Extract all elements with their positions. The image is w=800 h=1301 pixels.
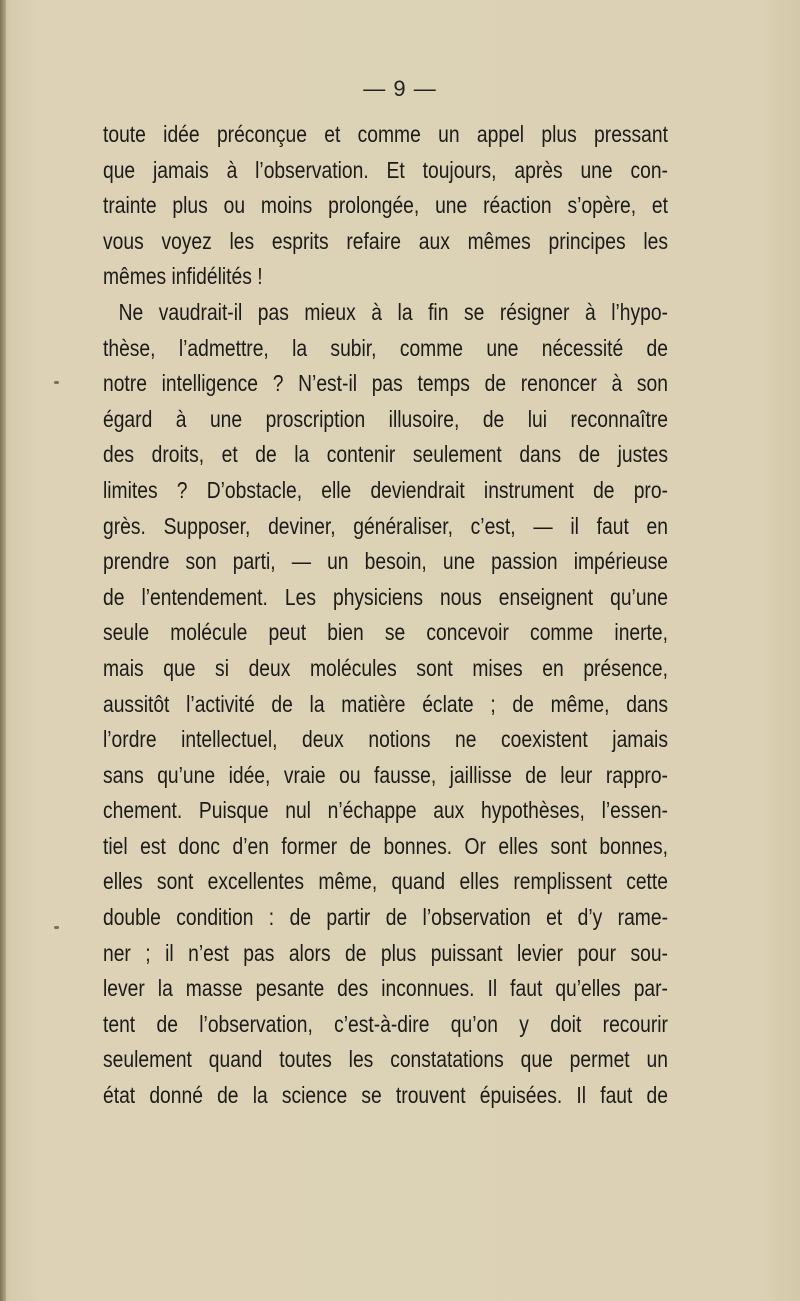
text-line: thèse, l’admettre, la subir, comme une nécessité de (103, 334, 668, 361)
text-line: tiel est donc d’en former de bonnes. Or elles sont bonnes, (103, 832, 668, 859)
text-line: grès. Supposer, deviner, généraliser, c’est, — il faut en (103, 512, 668, 539)
text-line: chement. Puisque nul n’échappe aux hypothèses, l’essen- (103, 797, 668, 824)
ink-speck (54, 926, 59, 929)
text-line: mais que si deux molécules sont mises en présence, (103, 654, 668, 681)
text-line: tent de l’observation, c’est-à-dire qu’on y doit recourir (103, 1010, 668, 1037)
text-line: notre intelligence ? N’est-il pas temps de renoncer à son (103, 370, 668, 397)
text-line: Ne vaudrait-il pas mieux à la fin se résigner à l’hypo- (118, 298, 668, 325)
text-line: mêmes infidélités ! (103, 263, 263, 290)
text-line: prendre son parti, — un besoin, une passion impérieuse (103, 548, 668, 575)
text-line: limites ? D’obstacle, elle deviendrait instrument de pro- (103, 476, 668, 503)
text-line: l’ordre intellectuel, deux notions ne coexistent jamais (103, 726, 668, 753)
text-line: ner ; il n’est pas alors de plus puissant levier pour sou- (103, 939, 668, 966)
text-line: aussitôt l’activité de la matière éclate ; de même, dans (103, 690, 668, 717)
text-line: lever la masse pesante des inconnues. Il faut qu’elles par- (103, 975, 668, 1002)
text-line: seule molécule peut bien se concevoir comme inerte, (103, 619, 668, 646)
text-line: égard à une proscription illusoire, de lui reconnaître (103, 405, 668, 432)
text-line: elles sont excellentes même, quand elles remplissent cette (103, 868, 668, 895)
text-line: des droits, et de la contenir seulement dans de justes (103, 441, 668, 468)
text-line: que jamais à l’observation. Et toujours, après une con- (103, 156, 668, 183)
body-text (103, 117, 668, 1114)
text-line: trainte plus ou moins prolongée, une réaction s’opère, et (103, 192, 668, 219)
text-line: double condition : de partir de l’observation et d’y rame- (103, 904, 668, 931)
text-line: état donné de la science se trouvent épuisées. Il faut de (103, 1082, 668, 1109)
ink-speck (54, 381, 59, 384)
text-line: de l’entendement. Les physiciens nous enseignent qu’une (103, 583, 668, 610)
text-line: toute idée préconçue et comme un appel plus pressant (103, 121, 668, 147)
text-line: seulement quand toutes les constatations que permet un (103, 1046, 668, 1073)
text-line: vous voyez les esprits refaire aux mêmes principes les (103, 227, 668, 254)
text-line: sans qu’une idée, vraie ou fausse, jaillisse de leur rappro- (103, 761, 668, 788)
binding-edge (0, 0, 6, 1301)
page-number: — 9 — (363, 76, 437, 101)
